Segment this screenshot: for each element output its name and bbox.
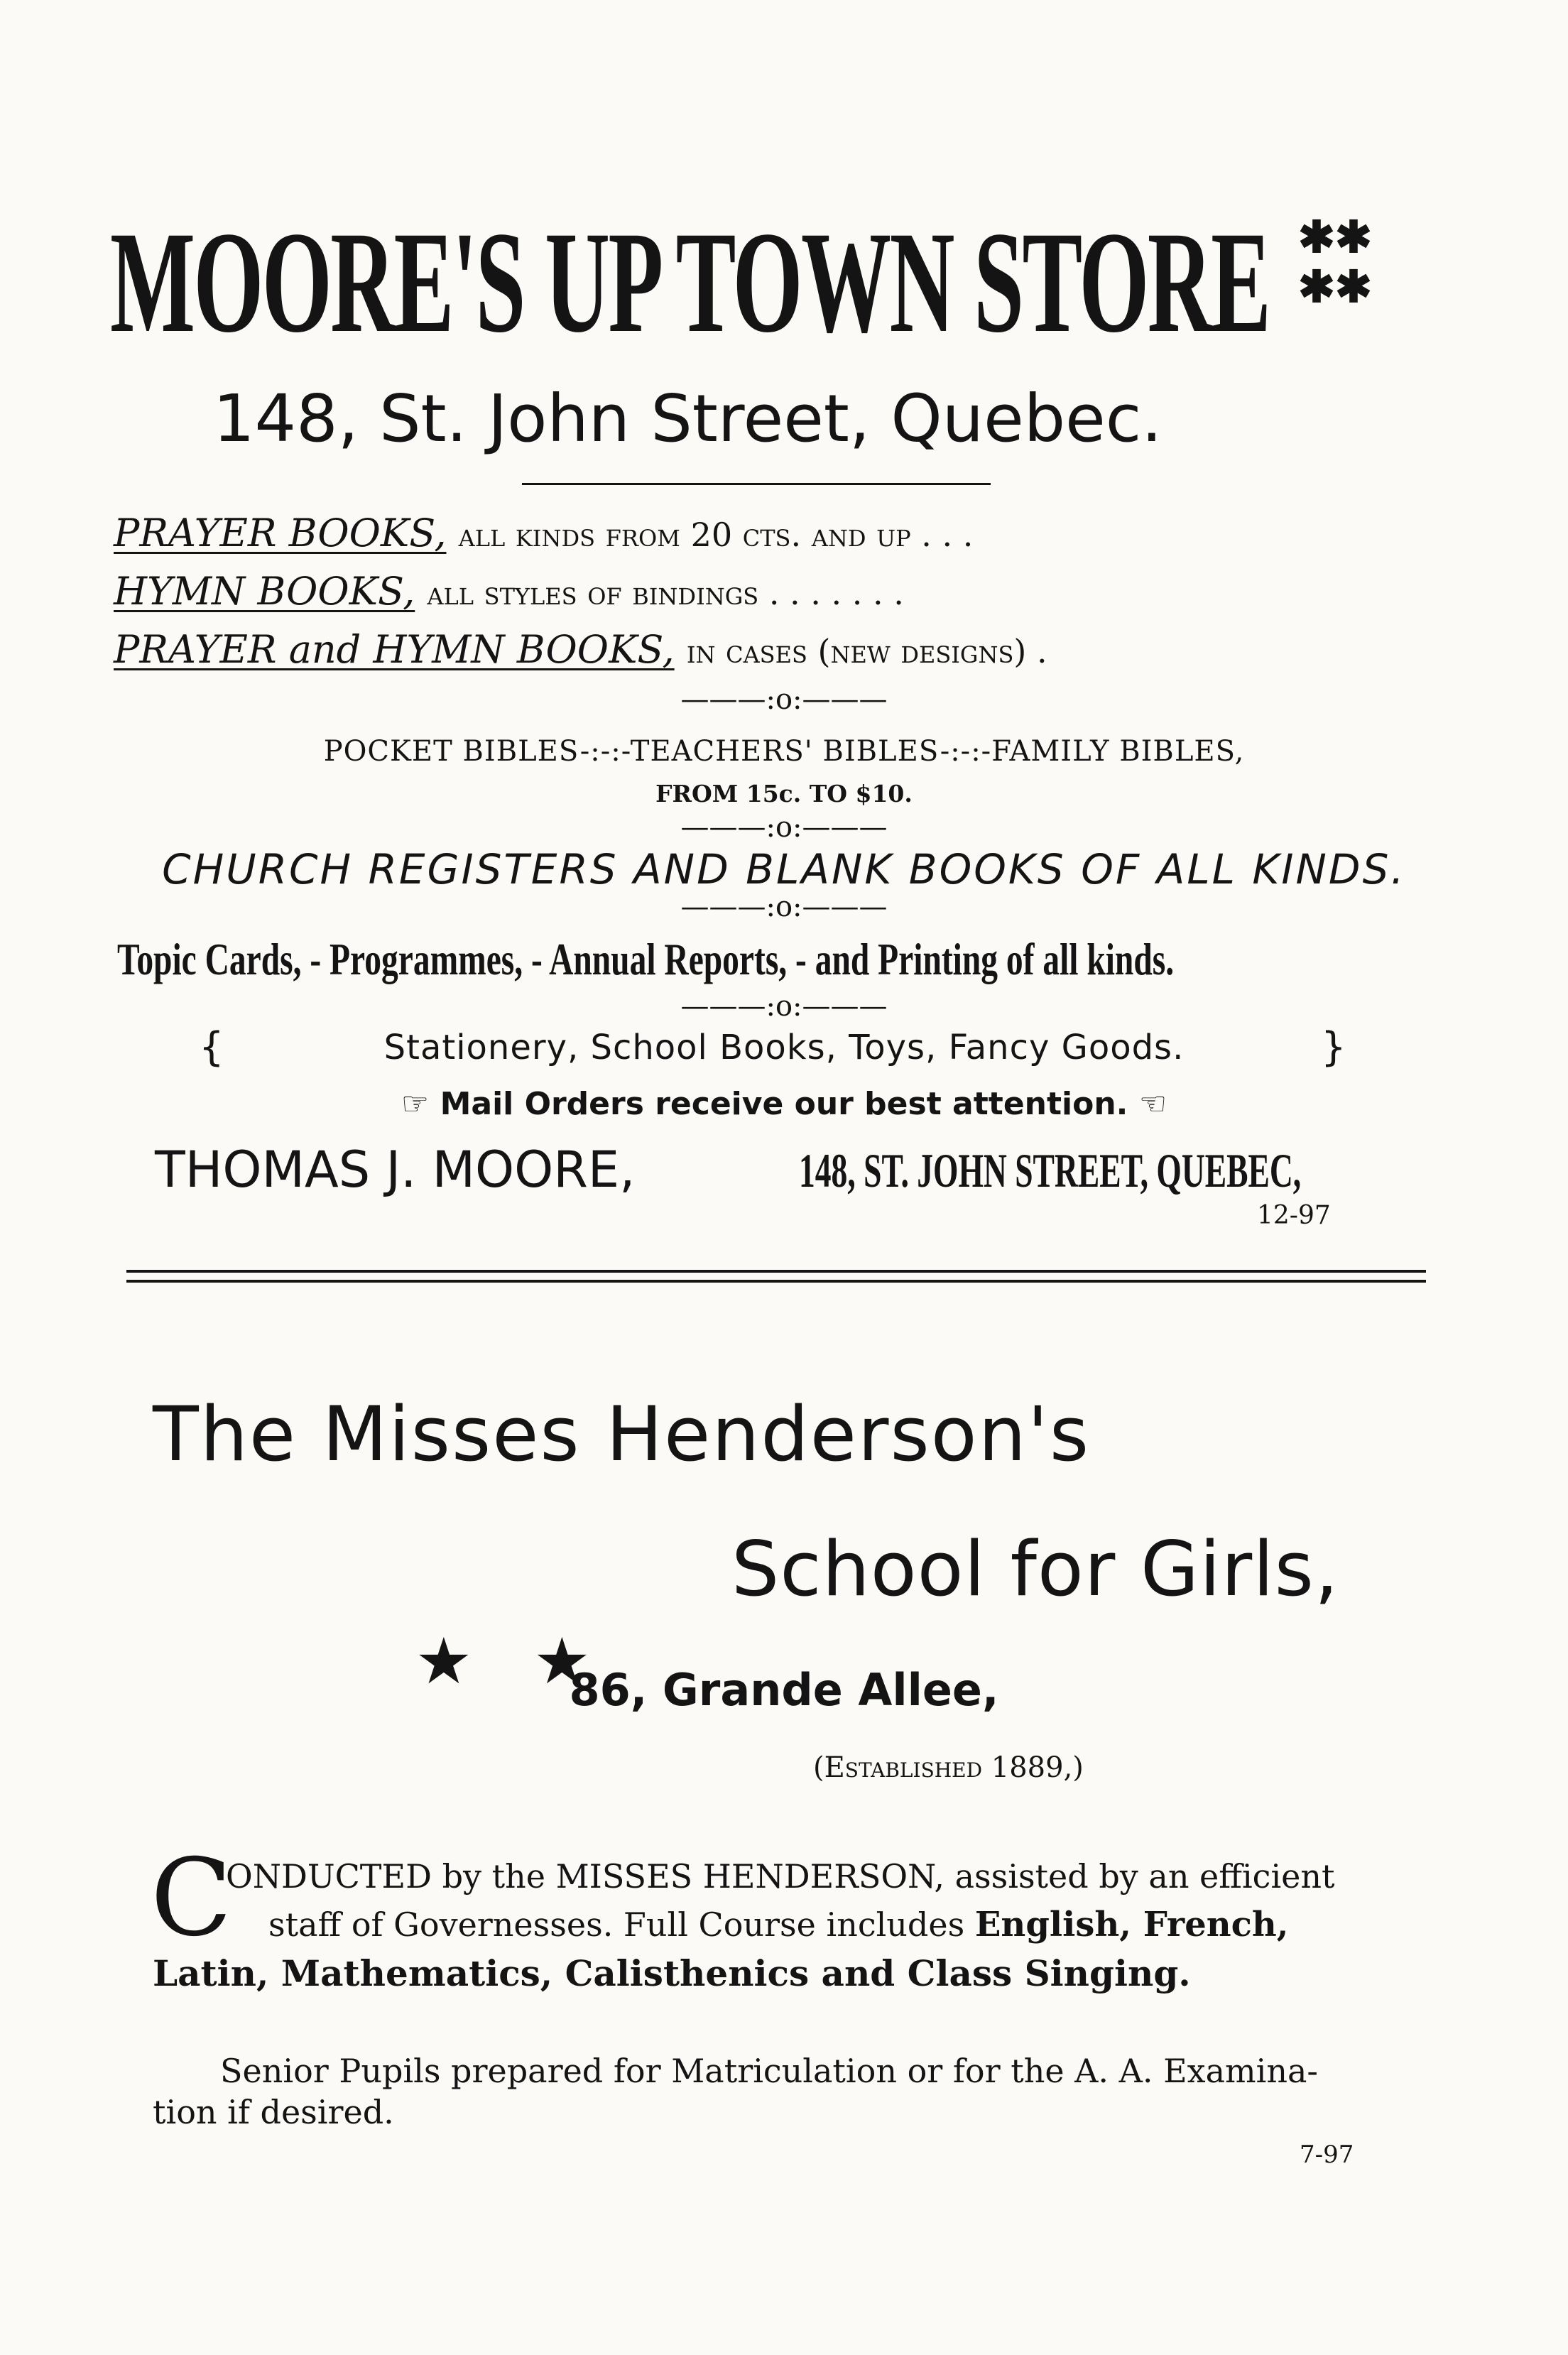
moore-topic-wrap: [117, 932, 1542, 987]
henderson-code: 7-97: [1300, 2141, 1354, 2169]
moore-address-rule: [522, 483, 991, 485]
moore-line-prayer-books: [114, 510, 973, 558]
prayer-books-rest: all kinds from 20 cts. and up . . .: [458, 516, 974, 554]
moore-bibles: POCKET BIBLES-:-:-TEACHERS' BIBLES-:-:-FAMILY BIBLES,: [323, 735, 1245, 768]
moore-owner-address: 148, ST. JOHN STREET, QUEBEC,: [799, 1143, 1302, 1197]
moore-title: MOORE'S UP TOWN STORE: [110, 202, 1270, 363]
moore-owner: THOMAS J. MOORE,: [155, 1141, 636, 1199]
moore-mail-orders-line: [0, 1083, 1568, 1126]
section-divider-bottom: [126, 1280, 1426, 1283]
star-icon: ★ ★: [415, 1624, 591, 1699]
para1-line2-bold: English, French,: [974, 1905, 1289, 1945]
pointing-hand-left-icon: ☜: [1138, 1086, 1167, 1122]
moore-separator-1: ———:o:———: [680, 683, 888, 716]
prayer-hymn-books-rest: in cases (new designs) .: [686, 632, 1047, 670]
moore-code: 12-97: [1257, 1201, 1331, 1230]
pointing-hand-right-icon: ☞: [401, 1086, 430, 1122]
moore-title-ornament: ✱✱ ✱✱: [1298, 214, 1372, 312]
moore-topic-cards: Topic Cards, - Programmes, - Annual Reports, - and Printing of all kinds.: [117, 934, 1175, 984]
prayer-hymn-books-lead: PRAYER and HYMN BOOKS,: [114, 627, 675, 672]
henderson-established: (Established 1889,): [813, 1751, 1084, 1784]
hymn-books-rest: all styles of bindings . . . . . . .: [427, 574, 904, 612]
hymn-books-lead: HYMN BOOKS,: [114, 569, 415, 614]
henderson-para1-line2: [268, 1903, 1288, 1946]
prayer-books-lead: PRAYER BOOKS,: [114, 511, 447, 555]
moore-line-prayer-hymn-books: [114, 626, 1047, 675]
moore-owner-address-wrap: [799, 1141, 1549, 1200]
henderson-para1-line1: ONDUCTED by the MISSES HENDERSON, assisted by an efficient: [226, 1857, 1335, 1896]
henderson-drop-cap: C: [151, 1837, 232, 1960]
moore-separator-2: ———:o:———: [680, 811, 888, 844]
moore-separator-3: ———:o:———: [680, 891, 888, 923]
moore-separator-4: ———:o:———: [680, 990, 888, 1023]
moore-brace-left: {: [199, 1024, 224, 1070]
henderson-title: The Misses Henderson's: [153, 1391, 1091, 1478]
moore-church-registers: CHURCH REGISTERS AND BLANK BOOKS OF ALL KINDS.: [162, 845, 1406, 893]
moore-address: 148, St. John Street, Quebec.: [213, 381, 1163, 457]
henderson-para2-line2: tion if desired.: [153, 2093, 394, 2131]
henderson-subtitle: School for Girls,: [731, 1525, 1339, 1613]
henderson-para2-line1: Senior Pupils prepared for Matriculation or for the A. A. Examina-: [220, 2052, 1318, 2090]
moore-mail-orders: Mail Orders receive our best attention.: [440, 1086, 1128, 1122]
henderson-address: 86, Grande Allee,: [569, 1664, 999, 1716]
section-divider-top: [126, 1270, 1426, 1273]
moore-line-hymn-books: [114, 568, 904, 616]
moore-stationery: Stationery, School Books, Toys, Fancy Goods.: [383, 1028, 1185, 1067]
moore-bibles-price: FROM 15c. TO $10.: [655, 780, 913, 807]
henderson-para1-line3: Latin, Mathematics, Calisthenics and Class Singing.: [153, 1952, 1191, 1994]
para1-line2-text: staff of Governesses. Full Course includes: [268, 1905, 965, 1944]
moore-brace-right: }: [1321, 1024, 1346, 1070]
